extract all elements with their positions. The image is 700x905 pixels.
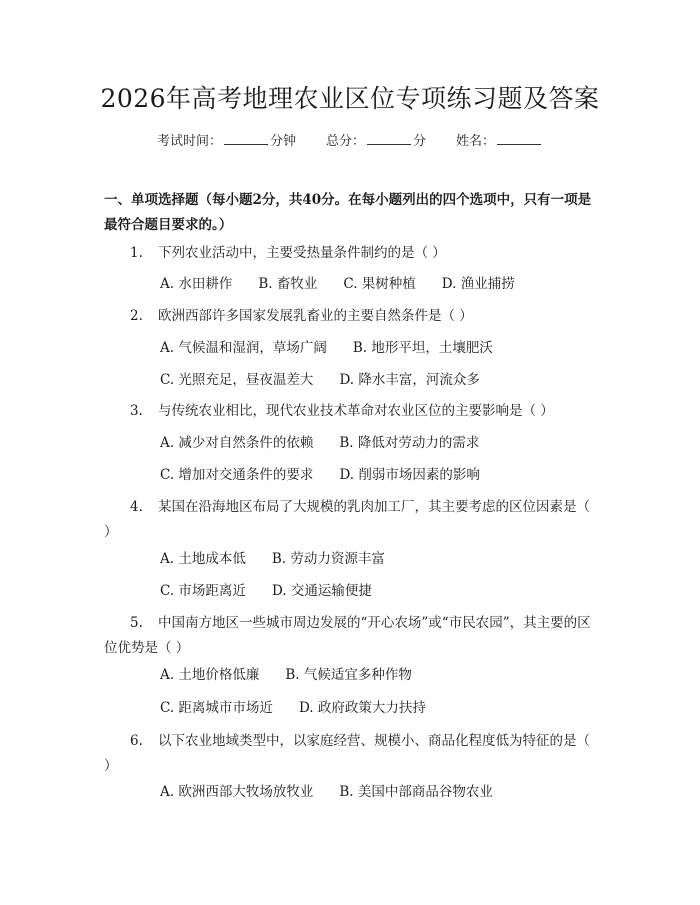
time-blank[interactable]	[224, 131, 268, 145]
time-unit: 分钟	[269, 134, 296, 149]
question-stem: 欧洲西部许多国家发展乳畜业的主要自然条件是（ ）	[158, 308, 473, 324]
option-a[interactable]: A. 减少对自然条件的依赖	[160, 435, 314, 451]
score-blank[interactable]	[367, 131, 411, 145]
question-number: 1.	[130, 245, 143, 261]
option-b[interactable]: B. 地形平坦，土壤肥沃	[352, 340, 493, 356]
score-label: 总分：	[325, 134, 365, 149]
option-a[interactable]: A. 气候温和湿润，草场广阔	[160, 340, 327, 356]
question-1-options	[160, 273, 541, 295]
question-5-options-row-1	[160, 664, 438, 686]
question-3	[104, 399, 599, 424]
question-stem: 与传统农业相比，现代农业技术革命对农业区位的主要影响是（ ）	[158, 403, 554, 419]
option-d[interactable]: D. 政府政策大力扶持	[298, 700, 426, 716]
question-6	[104, 729, 599, 779]
option-b[interactable]: B. 降低对劳动力的需求	[339, 435, 480, 451]
option-c[interactable]: C. 距离城市市场近	[160, 700, 273, 716]
question-2-options-row-2	[160, 369, 506, 391]
option-a[interactable]: A. 欧洲西部大牧场放牧业	[160, 784, 314, 800]
question-6-options-row-1	[160, 781, 519, 803]
option-a[interactable]: A. 土地成本低	[160, 551, 246, 567]
question-stem: 某国在沿海地区布局了大规模的乳肉加工厂，其主要考虑的区位因素是（ ）	[104, 499, 590, 540]
name-label: 姓名：	[456, 134, 496, 149]
question-number: 2.	[130, 308, 143, 324]
question-2	[104, 304, 599, 329]
option-d[interactable]: D. 降水丰富，河流众多	[339, 372, 480, 388]
name-blank[interactable]	[497, 131, 541, 145]
option-b[interactable]: B. 畜牧业	[258, 276, 318, 292]
option-d[interactable]: D. 渔业捕捞	[441, 276, 515, 292]
option-a[interactable]: A. 土地价格低廉	[160, 667, 260, 683]
option-b[interactable]: B. 气候适宜多种作物	[285, 667, 412, 683]
question-5	[104, 611, 599, 661]
question-number: 6.	[130, 733, 143, 749]
option-c[interactable]: C. 增加对交通条件的要求	[160, 467, 314, 483]
time-label: 考试时间：	[156, 134, 222, 149]
question-stem: 下列农业活动中，主要受热量条件制约的是（ ）	[158, 245, 446, 261]
question-4-options-row-2	[160, 580, 398, 602]
option-b[interactable]: B. 美国中部商品谷物农业	[339, 784, 493, 800]
option-c[interactable]: C. 光照充足，昼夜温差大	[160, 372, 314, 388]
question-number: 4.	[130, 499, 143, 515]
question-3-options-row-2	[160, 464, 506, 486]
question-2-options-row-1	[160, 337, 519, 359]
question-1	[104, 241, 599, 266]
option-d[interactable]: D. 交通运输便捷	[271, 583, 372, 599]
score-unit: 分	[413, 134, 427, 149]
question-number: 3.	[130, 403, 143, 419]
question-number: 5.	[130, 615, 143, 631]
question-3-options-row-1	[160, 432, 505, 454]
page-title: 2026年高考地理农业区位专项练习题及答案	[100, 84, 600, 113]
question-stem: 以下农业地域类型中，以家庭经营、规模小、商品化程度低为特征的是（ ）	[104, 733, 590, 774]
section-heading: 一、单项选择题（每小题2分，共40分。在每小题列出的四个选项中，只有一项是最符合题目要求的。）	[104, 192, 592, 233]
option-a[interactable]: A. 水田耕作	[160, 276, 233, 292]
exam-info-line	[0, 131, 700, 152]
option-c[interactable]: C. 市场距离近	[160, 583, 246, 599]
question-stem: 中国南方地区一些城市周边发展的“开心农场”或“市民农园”，其主要的区位优势是（ ）	[104, 615, 591, 656]
question-5-options-row-2	[160, 697, 452, 719]
option-c[interactable]: C. 果树种植	[343, 276, 416, 292]
option-d[interactable]: D. 削弱市场因素的影响	[339, 467, 480, 483]
question-4	[104, 495, 599, 545]
question-4-options-row-1	[160, 548, 411, 570]
option-b[interactable]: B. 劳动力资源丰富	[271, 551, 385, 567]
